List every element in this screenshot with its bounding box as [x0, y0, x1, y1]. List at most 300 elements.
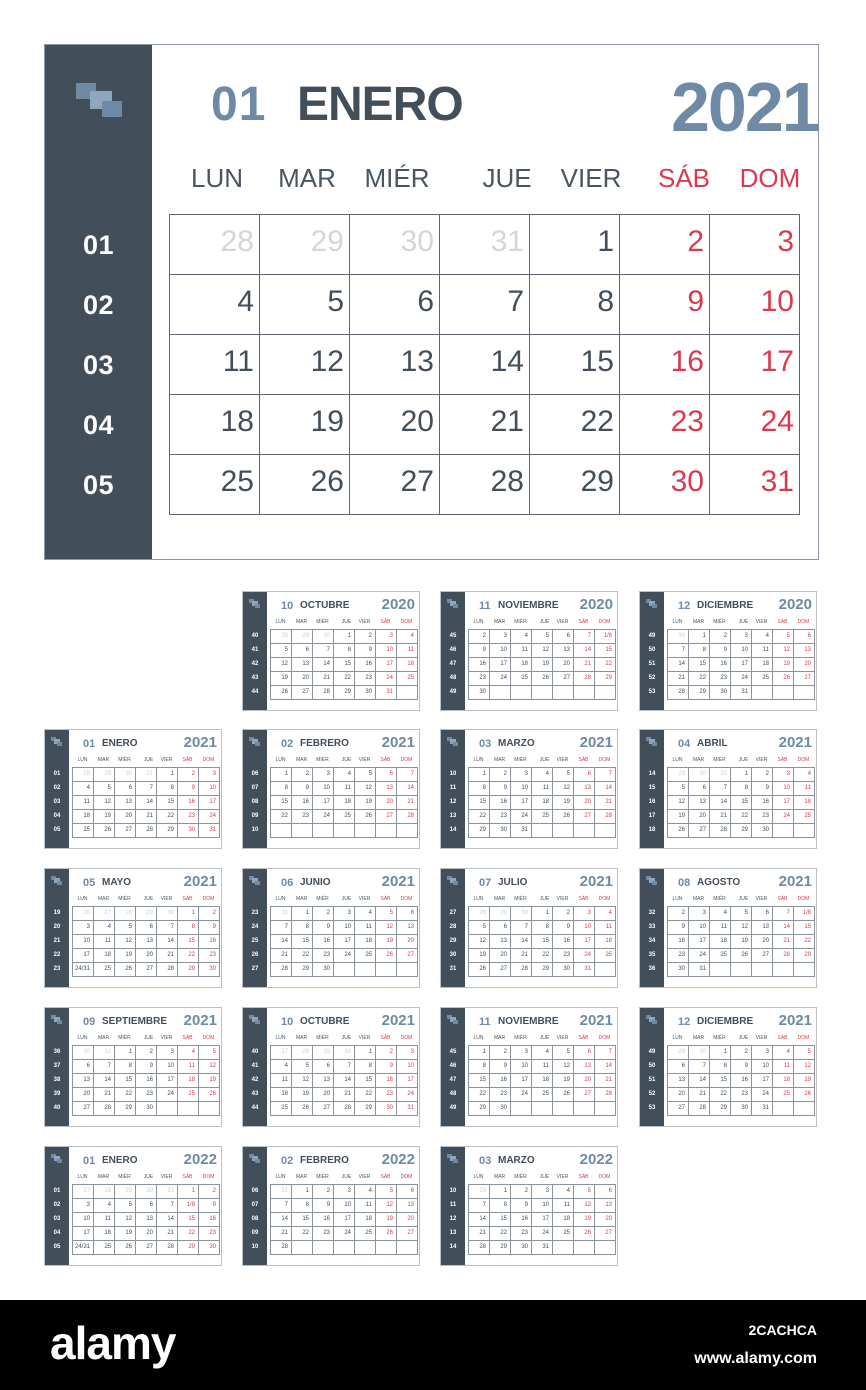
day-cell: 14 — [313, 658, 334, 672]
week-number: 53 — [648, 689, 656, 695]
day-cell: 13 — [574, 782, 595, 796]
month-number: 11 — [479, 600, 491, 612]
month-number: 06 — [281, 877, 294, 889]
day-cell: 20 — [376, 796, 397, 810]
day-cell: 11 — [397, 644, 418, 658]
day-cell: 28 — [94, 1185, 115, 1199]
week-number: 03 — [53, 799, 61, 805]
weekday-header: JUE — [738, 619, 749, 625]
day-cell: 30 — [199, 963, 220, 977]
day-cell: 30 — [668, 963, 689, 977]
week-number: 49 — [449, 1105, 457, 1111]
week-row — [469, 1241, 616, 1255]
day-cell: 18 — [532, 796, 553, 810]
week-row — [668, 1074, 815, 1088]
squares-logo-icon — [249, 737, 262, 749]
day-cell: 16 — [376, 1074, 397, 1088]
week-row — [469, 796, 616, 810]
day-grid — [667, 1045, 815, 1116]
day-cell: 6 — [136, 921, 157, 935]
week-number: 41 — [251, 1063, 259, 1069]
week-row — [73, 907, 220, 921]
day-cell: 14 — [689, 1074, 710, 1088]
day-cell — [574, 1102, 595, 1116]
day-cell: 1 — [490, 1185, 511, 1199]
day-cell: 12 — [199, 1060, 220, 1074]
day-cell: 15 — [178, 1213, 199, 1227]
day-cell — [397, 686, 418, 700]
day-cell: 3 — [334, 1185, 355, 1199]
day-cell: 28 — [271, 963, 292, 977]
weekday-header: JUE — [143, 1035, 154, 1041]
squares-logo-icon — [51, 1015, 64, 1027]
day-cell: 25 — [595, 949, 616, 963]
day-cell: 27 — [490, 963, 511, 977]
day-cell: 26 — [73, 907, 94, 921]
week-row — [73, 810, 220, 824]
week-row — [469, 630, 616, 644]
day-cell: 4 — [595, 907, 616, 921]
day-cell: 1 — [469, 768, 490, 782]
mini-month-calendar — [639, 591, 817, 711]
week-number: 27 — [449, 910, 457, 916]
day-cell: 27 — [73, 1102, 94, 1116]
month-name: DICIEMBRE — [697, 600, 754, 611]
weekday-header: JUE — [341, 757, 352, 763]
day-cell: 1 — [532, 907, 553, 921]
week-row — [271, 935, 418, 949]
day-cell: 14 — [773, 921, 794, 935]
day-cell: 30 — [136, 1185, 157, 1199]
week-row — [271, 658, 418, 672]
week-number: 23 — [53, 966, 61, 972]
day-cell: 25 — [355, 1227, 376, 1241]
day-grid — [667, 767, 815, 838]
day-cell: 15 — [178, 935, 199, 949]
day-cell: 22 — [794, 935, 815, 949]
day-cell — [794, 963, 815, 977]
week-row — [469, 1102, 616, 1116]
day-cell: 1 — [178, 907, 199, 921]
weekday-header: LUN — [275, 619, 286, 625]
week-number: 33 — [648, 924, 656, 930]
day-cell: 1 — [157, 768, 178, 782]
day-cell: 19 — [469, 949, 490, 963]
weekday-header: MIÉR — [514, 619, 527, 625]
week-number: 08 — [251, 799, 259, 805]
day-cell: 22 — [530, 395, 620, 455]
day-cell: 6 — [752, 907, 773, 921]
week-row — [668, 630, 815, 644]
day-cell: 6 — [397, 1185, 418, 1199]
day-cell: 15 — [469, 1074, 490, 1088]
day-cell: 27 — [574, 810, 595, 824]
day-cell: 2 — [292, 768, 313, 782]
day-cell: 22 — [334, 672, 355, 686]
day-cell: 7 — [271, 1199, 292, 1213]
week-row — [271, 686, 418, 700]
day-cell: 5 — [260, 275, 350, 335]
weekday-header: DOM — [797, 619, 810, 625]
week-number: 40 — [53, 1105, 61, 1111]
week-number-sidebar — [441, 1008, 465, 1126]
week-number-sidebar — [640, 869, 664, 987]
day-cell: 13 — [115, 796, 136, 810]
day-cell — [731, 963, 752, 977]
weekday-header: DOM — [598, 896, 611, 902]
watermark-footer — [0, 1300, 866, 1390]
day-cell: 17 — [731, 658, 752, 672]
day-cell: 23 — [731, 1088, 752, 1102]
day-cell: 17 — [313, 796, 334, 810]
year-title: 2021 — [381, 1012, 415, 1029]
week-number: 12 — [449, 799, 457, 805]
day-cell: 27 — [574, 1088, 595, 1102]
day-cell: 11 — [355, 921, 376, 935]
day-cell: 21 — [397, 796, 418, 810]
weekday-header: LUN — [473, 896, 484, 902]
day-cell: 21 — [469, 1227, 490, 1241]
day-cell: 2 — [313, 907, 334, 921]
day-cell: 28 — [170, 215, 260, 275]
day-cell — [355, 824, 376, 838]
day-cell: 10 — [334, 1199, 355, 1213]
day-cell: 28 — [440, 455, 530, 515]
day-cell: 12 — [376, 1199, 397, 1213]
week-row — [668, 768, 815, 782]
mini-month-calendar — [440, 1007, 618, 1127]
day-cell: 23 — [511, 1227, 532, 1241]
day-cell: 24 — [710, 395, 800, 455]
day-cell: 10 — [199, 782, 220, 796]
day-cell: 26 — [355, 810, 376, 824]
day-cell: 13 — [595, 1199, 616, 1213]
week-row — [668, 796, 815, 810]
week-number: 28 — [449, 924, 457, 930]
day-cell: 21 — [595, 796, 616, 810]
day-cell: 28 — [292, 1046, 313, 1060]
day-cell: 20 — [136, 949, 157, 963]
month-name: SEPTIEMBRE — [102, 1016, 168, 1027]
day-cell: 17 — [334, 1213, 355, 1227]
week-row — [271, 810, 418, 824]
week-row — [668, 949, 815, 963]
day-cell: 20 — [313, 1088, 334, 1102]
weekday-header: MIÉR — [316, 619, 329, 625]
day-cell: 20 — [115, 810, 136, 824]
day-cell: 12 — [553, 1060, 574, 1074]
weekday-header: SÁB — [182, 1174, 193, 1180]
week-number: 07 — [251, 1202, 259, 1208]
brand-logo: alamy — [50, 1317, 176, 1369]
weekday-header: SÁB — [657, 163, 711, 193]
day-cell: 28 — [334, 1102, 355, 1116]
day-cell: 11 — [773, 1060, 794, 1074]
year-title: 2022 — [579, 1151, 613, 1168]
day-cell: 6 — [350, 275, 440, 335]
day-cell: 8 — [271, 782, 292, 796]
day-cell: 21 — [334, 1088, 355, 1102]
weekday-header: MAR — [295, 1035, 308, 1041]
day-cell: 6 — [553, 630, 574, 644]
day-grid — [169, 214, 800, 515]
day-cell: 19 — [773, 658, 794, 672]
mini-month-calendar — [44, 868, 222, 988]
day-cell: 8 — [469, 782, 490, 796]
day-cell: 16 — [710, 658, 731, 672]
day-cell: 13 — [553, 644, 574, 658]
day-cell: 22 — [689, 672, 710, 686]
week-number: 48 — [449, 1091, 457, 1097]
week-number: 34 — [648, 938, 656, 944]
month-name: MAYO — [102, 877, 132, 888]
day-cell: 9 — [490, 782, 511, 796]
day-cell: 30 — [490, 1102, 511, 1116]
day-cell: 7 — [157, 1199, 178, 1213]
day-grid — [667, 906, 815, 977]
day-cell: 10 — [773, 782, 794, 796]
day-cell: 18 — [94, 949, 115, 963]
day-cell: 11 — [73, 796, 94, 810]
day-cell: 27 — [553, 672, 574, 686]
day-cell: 4 — [511, 630, 532, 644]
day-cell: 2 — [620, 215, 710, 275]
week-row — [271, 644, 418, 658]
day-cell: 30 — [469, 686, 490, 700]
day-cell: 31 — [710, 768, 731, 782]
day-cell: 3 — [397, 1046, 418, 1060]
day-cell: 3 — [532, 1185, 553, 1199]
day-cell: 6 — [115, 782, 136, 796]
week-number: 47 — [449, 661, 457, 667]
day-grid — [270, 1184, 418, 1255]
day-cell — [334, 963, 355, 977]
day-cell: 20 — [689, 810, 710, 824]
week-row — [271, 1185, 418, 1199]
week-row — [469, 768, 616, 782]
day-cell: 16 — [469, 658, 490, 672]
day-cell: 26 — [773, 672, 794, 686]
day-cell: 6 — [794, 630, 815, 644]
squares-logo-icon — [447, 599, 460, 611]
day-cell — [199, 1102, 220, 1116]
weekday-header: SÁB — [380, 896, 391, 902]
week-row — [271, 1046, 418, 1060]
week-number: 23 — [251, 910, 259, 916]
day-cell: 1 — [271, 768, 292, 782]
week-row — [469, 1213, 616, 1227]
month-number: 03 — [479, 1155, 492, 1167]
day-cell: 5 — [794, 1046, 815, 1060]
day-cell: 20 — [397, 1213, 418, 1227]
day-cell: 14 — [511, 935, 532, 949]
day-cell: 28 — [595, 1088, 616, 1102]
day-cell: 20 — [397, 935, 418, 949]
week-row — [271, 768, 418, 782]
year-title: 2021 — [183, 873, 217, 890]
day-cell: 12 — [668, 796, 689, 810]
day-cell: 7 — [689, 1060, 710, 1074]
week-row — [73, 1185, 220, 1199]
week-number: 36 — [53, 1049, 61, 1055]
day-cell: 13 — [313, 1074, 334, 1088]
day-cell: 29 — [532, 963, 553, 977]
mini-month-calendar — [639, 729, 817, 849]
day-cell: 5 — [553, 1046, 574, 1060]
day-cell: 6 — [668, 1060, 689, 1074]
day-cell: 28 — [689, 1102, 710, 1116]
weekday-header: SÁB — [182, 1035, 193, 1041]
day-cell: 8 — [689, 644, 710, 658]
day-grid — [468, 629, 616, 700]
weekday-header: VIER — [556, 619, 569, 625]
weekday-header: DOM — [739, 163, 801, 193]
week-row — [73, 1102, 220, 1116]
day-cell: 11 — [553, 1199, 574, 1213]
week-number: 01 — [53, 1188, 61, 1194]
week-number: 16 — [648, 799, 656, 805]
day-cell: 9 — [313, 921, 334, 935]
day-cell: 10 — [511, 782, 532, 796]
day-cell: 18 — [355, 935, 376, 949]
day-cell: 21 — [668, 672, 689, 686]
day-cell: 1 — [334, 630, 355, 644]
day-cell: 22 — [355, 1088, 376, 1102]
week-number: 02 — [53, 785, 61, 791]
day-cell: 23 — [355, 672, 376, 686]
week-number: 43 — [251, 675, 259, 681]
week-row — [271, 1102, 418, 1116]
day-grid — [72, 1184, 220, 1255]
day-cell: 18 — [397, 658, 418, 672]
day-cell: 4 — [532, 768, 553, 782]
week-row — [469, 782, 616, 796]
weekday-header: MAR — [295, 1174, 308, 1180]
weekday-header: SÁB — [182, 896, 193, 902]
squares-logo-icon — [646, 1015, 659, 1027]
day-cell: 26 — [553, 810, 574, 824]
day-cell: 19 — [532, 658, 553, 672]
day-cell: 19 — [553, 1074, 574, 1088]
day-cell: 24 — [752, 1088, 773, 1102]
day-cell: 25 — [397, 672, 418, 686]
day-cell: 29 — [668, 768, 689, 782]
weekday-header: SÁB — [777, 619, 788, 625]
week-number: 36 — [648, 966, 656, 972]
day-cell: 4 — [710, 907, 731, 921]
day-cell: 17 — [773, 796, 794, 810]
mini-month-calendar — [639, 1007, 817, 1127]
year-title: 2021 — [778, 734, 812, 751]
weekday-header: MIÉR — [713, 1035, 726, 1041]
week-row — [73, 824, 220, 838]
day-cell: 25 — [94, 963, 115, 977]
day-cell — [334, 824, 355, 838]
week-row — [469, 810, 616, 824]
weekday-header: VIER — [358, 757, 371, 763]
day-cell: 12 — [115, 935, 136, 949]
day-cell: 21 — [773, 935, 794, 949]
day-cell: 5 — [773, 630, 794, 644]
day-cell: 11 — [532, 1060, 553, 1074]
day-cell: 14 — [334, 1074, 355, 1088]
day-cell: 29 — [260, 215, 350, 275]
weekday-header: VIER — [755, 619, 768, 625]
month-number: 09 — [83, 1016, 96, 1028]
day-cell: 3 — [73, 1199, 94, 1213]
week-number: 03 — [82, 350, 115, 380]
day-cell: 14 — [595, 782, 616, 796]
week-number: 10 — [251, 1244, 259, 1250]
day-cell: 4 — [397, 630, 418, 644]
day-cell: 11 — [532, 782, 553, 796]
week-number: 47 — [449, 1077, 457, 1083]
day-cell: 28 — [595, 810, 616, 824]
day-cell: 6 — [376, 768, 397, 782]
day-cell: 22 — [490, 1227, 511, 1241]
day-cell: 11 — [334, 782, 355, 796]
day-cell: 2 — [355, 630, 376, 644]
day-cell: 4 — [334, 768, 355, 782]
day-cell: 7 — [157, 921, 178, 935]
day-cell: 20 — [292, 672, 313, 686]
squares-logo-icon — [249, 599, 262, 611]
day-cell — [794, 824, 815, 838]
day-cell: 27 — [397, 1227, 418, 1241]
day-cell: 29 — [490, 907, 511, 921]
day-cell: 23 — [313, 1227, 334, 1241]
day-cell: 22 — [731, 810, 752, 824]
day-cell: 28 — [271, 1241, 292, 1255]
day-cell: 10 — [490, 644, 511, 658]
day-cell: 30 — [731, 1102, 752, 1116]
day-cell: 26 — [668, 824, 689, 838]
day-cell: 27 — [350, 455, 440, 515]
week-row — [668, 658, 815, 672]
weekday-header: DOM — [400, 896, 413, 902]
week-number: 15 — [648, 785, 656, 791]
day-cell: 9 — [199, 1199, 220, 1213]
day-cell: 3 — [574, 907, 595, 921]
week-row — [469, 1088, 616, 1102]
weekday-header: VIER — [358, 619, 371, 625]
day-cell: 15 — [292, 935, 313, 949]
main-month-calendar — [44, 44, 819, 560]
week-row — [271, 1241, 418, 1255]
week-row — [668, 1102, 815, 1116]
day-cell: 22 — [271, 810, 292, 824]
day-cell: 26 — [731, 949, 752, 963]
day-cell: 27 — [397, 949, 418, 963]
day-grid — [270, 906, 418, 977]
day-cell: 14 — [574, 644, 595, 658]
day-cell: 2 — [511, 1185, 532, 1199]
day-cell: 30 — [178, 824, 199, 838]
year-title: 2021 — [579, 1012, 613, 1029]
weekday-header: LUN — [77, 757, 88, 763]
weekday-header: SÁB — [380, 1035, 391, 1041]
day-cell: 11 — [511, 644, 532, 658]
day-cell: 24 — [397, 1088, 418, 1102]
day-cell: 17 — [574, 935, 595, 949]
week-row — [469, 1074, 616, 1088]
week-row — [73, 1213, 220, 1227]
day-cell: 18 — [73, 810, 94, 824]
weekday-header: LUN — [275, 757, 286, 763]
week-row — [271, 907, 418, 921]
day-cell: 19 — [94, 810, 115, 824]
day-cell: 10 — [157, 1060, 178, 1074]
